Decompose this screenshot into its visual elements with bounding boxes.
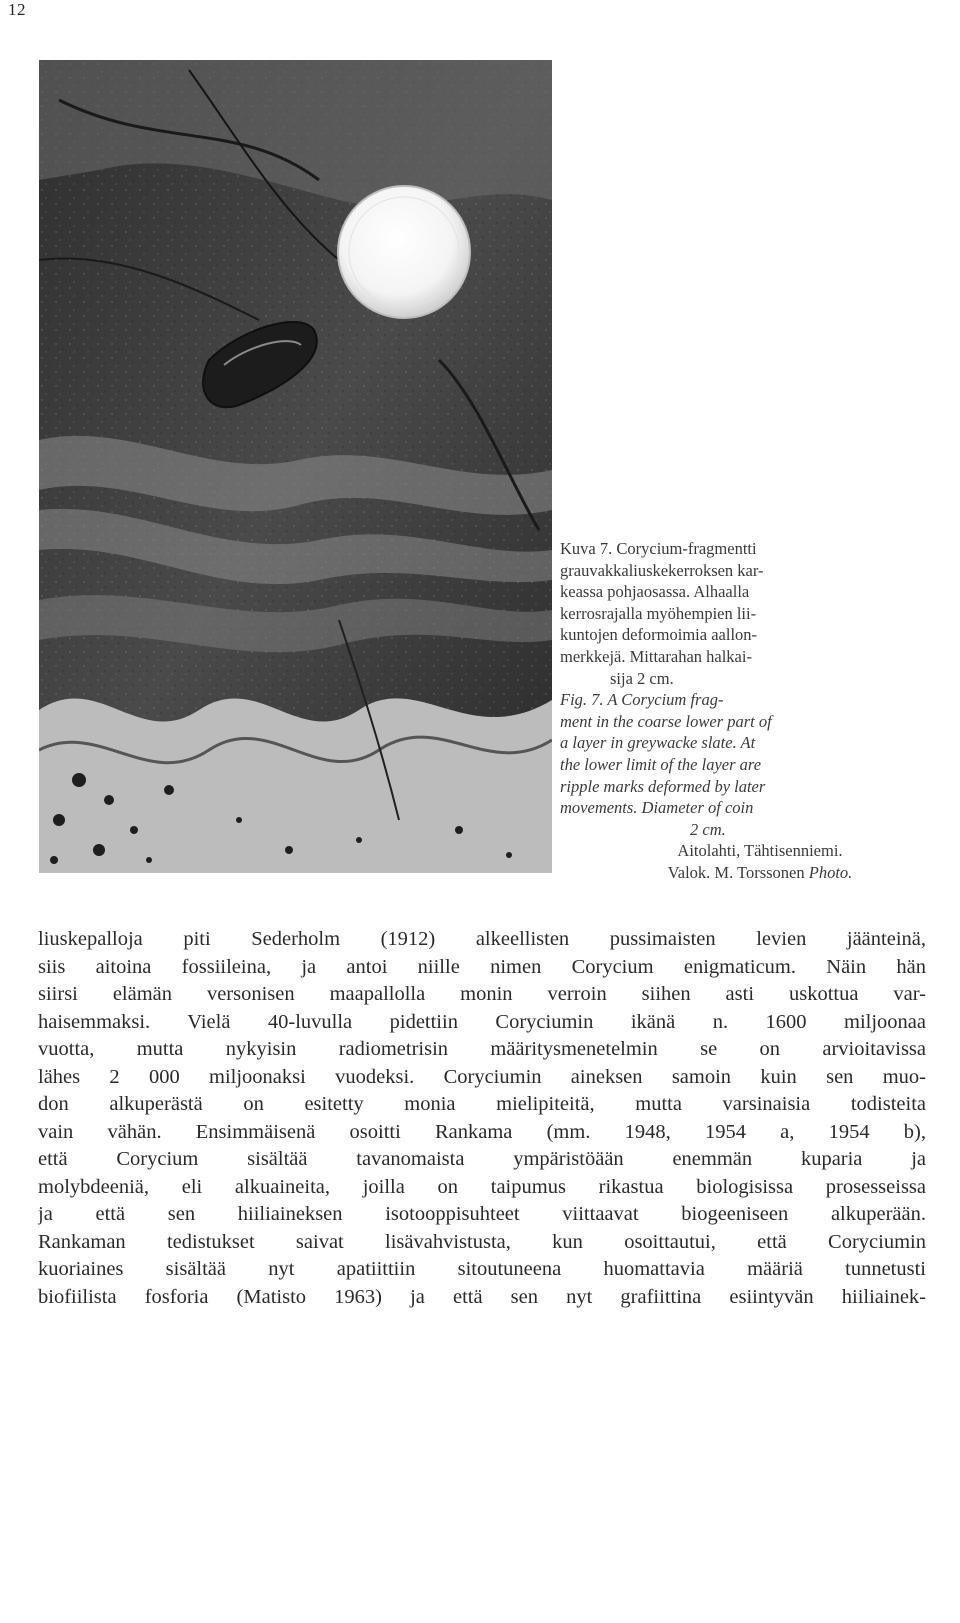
caption-english (560, 689, 930, 840)
body-line: että Corycium sisältää tavanomaista ympäristöään enemmän kuparia ja (38, 1148, 926, 1170)
body-line: ja että sen hiiliaineksen isotooppisuhteet viittaavat biogeeniseen alkuperään. (38, 1203, 926, 1225)
photo-credit-suffix: Photo. (808, 862, 853, 882)
caption-en-line: ment in the coarse lower part of (560, 711, 772, 731)
body-line: siis aitoina fossiileina, ja antoi niille nimen Corycium enigmaticum. Näin hän (38, 955, 926, 978)
body-line: haisemmaksi. Vielä 40-luvulla pidettiin Coryciumin ikänä n. 1600 miljoonaa (38, 1010, 926, 1033)
caption-en-line: 2 cm. (690, 819, 726, 839)
caption-fi-line: kerrosrajalla myöhempien lii- (560, 603, 757, 623)
body-line: lähes 2 000 miljoonaksi vuodeksi. Coryciumin aineksen samoin kuin sen muo- (38, 1065, 926, 1088)
caption-en-line: a layer in greywacke slate. At (560, 733, 756, 753)
body-line: vain vähän. Ensimmäisenä osoitti Rankama (mm. 1948, 1954 a, 1954 b), (38, 1120, 926, 1143)
caption-fi-line: sija 2 cm. (610, 668, 674, 688)
caption-finnish (560, 538, 930, 689)
photo-credit-prefix: Valok. M. Torssonen (667, 862, 809, 882)
caption-fi-line: keassa pohjaosassa. Alhaalla (560, 582, 750, 602)
caption-en-line: movements. Diameter of coin (560, 798, 754, 818)
caption-fi-line: grauvakkaliuskekerroksen kar- (560, 560, 764, 580)
body-line: biofiilista fosforia (Matisto 1963) ja että sen nyt grafiittina esiintyvän hiiliainek- (38, 1285, 926, 1308)
caption-fi-line: kuntojen deformoimia aallon- (560, 625, 758, 645)
caption-en-line: Fig. 7. A Corycium frag- (560, 690, 724, 710)
caption-fi-line: Kuva 7. Corycium-fragmentti (560, 539, 757, 558)
body-line: vuotta, mutta nykyisin radiometrisin määritysmenetelmin se on arvioitavissa (38, 1038, 926, 1060)
body-line: kuoriaines sisältää nyt apatiittiin sitoutuneena huomattavia määriä tunnetusti (38, 1258, 926, 1280)
body-line: don alkuperästä on esitetty monia mielipiteitä, mutta varsinaisia todisteita (38, 1093, 926, 1115)
body-line: liuskepalloja piti Sederholm (1912) alkeellisten pussimaisten levien jäänteinä, (38, 928, 926, 950)
coin-and-fossil-photo (39, 60, 552, 873)
body-line: siirsi elämän versonisen maapallolla monin verroin siihen asti uskottua var- (38, 983, 926, 1005)
photo-place: Aitolahti, Tähtisenniemi. (677, 841, 843, 861)
body-line: molybdeeniä, eli alkuaineita, joilla on taipumus rikastua biologisissa prosesseissa (38, 1175, 926, 1198)
body-line: Rankaman tedistukset saivat lisävahvistusta, kun osoittautui, että Coryciumin (38, 1230, 926, 1253)
figure-caption (560, 538, 930, 884)
caption-en-line: ripple marks deformed by later (560, 776, 766, 796)
photo-illustration (39, 60, 552, 873)
page-number: 12 (8, 0, 26, 19)
photo-credit (560, 840, 930, 883)
body-paragraph (38, 926, 926, 1311)
caption-en-line: the lower limit of the layer are (560, 754, 762, 774)
caption-fi-line: merkkejä. Mittarahan halkai- (560, 646, 752, 666)
